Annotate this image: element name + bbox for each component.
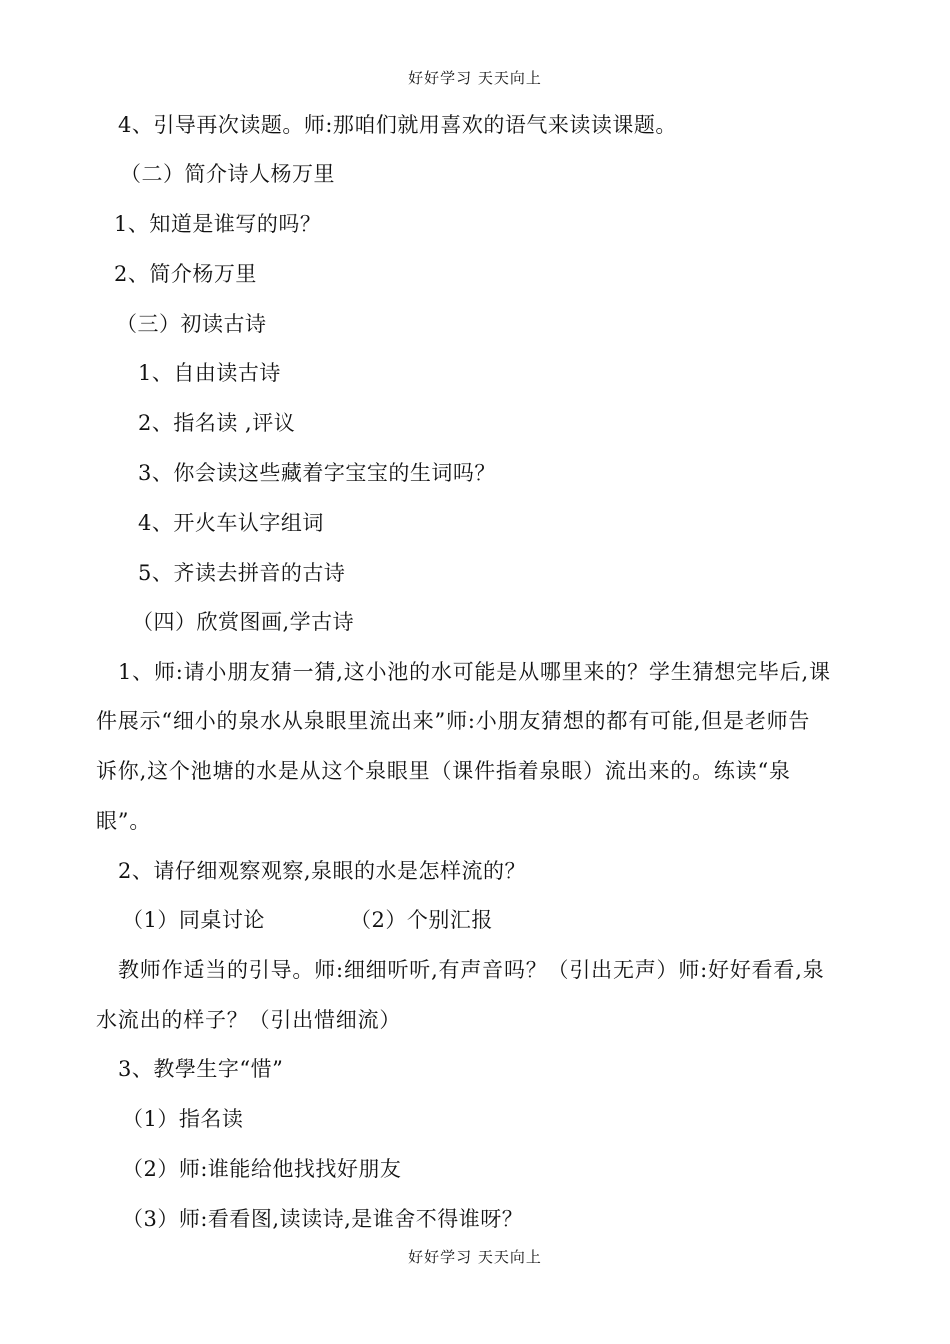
text-line: 2、指名读 ,评议 xyxy=(138,411,296,435)
text-line: （2）个别汇报 xyxy=(350,908,493,932)
text-line: 4、引导再次读题。师:那咱们就用喜欢的语气来读读课题。 xyxy=(118,113,677,137)
text-line: 3、教學生字“惜” xyxy=(118,1057,284,1081)
text-line: （2）师:谁能给他找找好朋友 xyxy=(122,1157,402,1181)
text-line: 2、请仔细观察观察,泉眼的水是怎样流的？ xyxy=(118,859,527,883)
section-heading: （二）简介诗人杨万里 xyxy=(120,162,335,186)
text-line: 1、知道是谁写的吗？ xyxy=(114,212,322,236)
section-heading: （四）欣赏图画,学古诗 xyxy=(132,610,355,634)
text-line: 4、开火车认字组词 xyxy=(138,511,324,535)
text-line: 5、齐读去拼音的古诗 xyxy=(138,561,346,585)
paragraph-line: 水流出的样子？（引出惜细流） xyxy=(96,1008,402,1032)
paragraph-line: 1、师:请小朋友猜一猜,这小池的水可能是从哪里来的？学生猜想完毕后,课 xyxy=(118,660,831,684)
text-line: 3、你会读这些藏着字宝宝的生词吗？ xyxy=(138,461,496,485)
paragraph-line: 件展示“细小的泉水从泉眼里流出来”师:小朋友猜想的都有可能,但是老师告 xyxy=(96,709,811,733)
paragraph-line: 诉你,这个池塘的水是从这个泉眼里（课件指着泉眼）流出来的。练读“泉 xyxy=(96,759,791,783)
paragraph-line: 眼”。 xyxy=(96,809,152,833)
text-line: 2、简介杨万里 xyxy=(114,262,257,286)
text-line: 1、自由读古诗 xyxy=(138,361,281,385)
page-header: 好好学习 天天向上 xyxy=(408,69,542,87)
text-line: （1）同桌讨论 xyxy=(122,908,265,932)
text-line: （1）指名读 xyxy=(122,1107,244,1131)
section-heading: （三）初读古诗 xyxy=(116,312,267,336)
page-footer: 好好学习 天天向上 xyxy=(408,1248,542,1266)
text-line: （3）师:看看图,读读诗,是谁舍不得谁呀？ xyxy=(122,1207,524,1231)
paragraph-line: 教师作适当的引导。师:细细听听,有声音吗？（引出无声）师:好好看看,泉 xyxy=(118,958,825,982)
